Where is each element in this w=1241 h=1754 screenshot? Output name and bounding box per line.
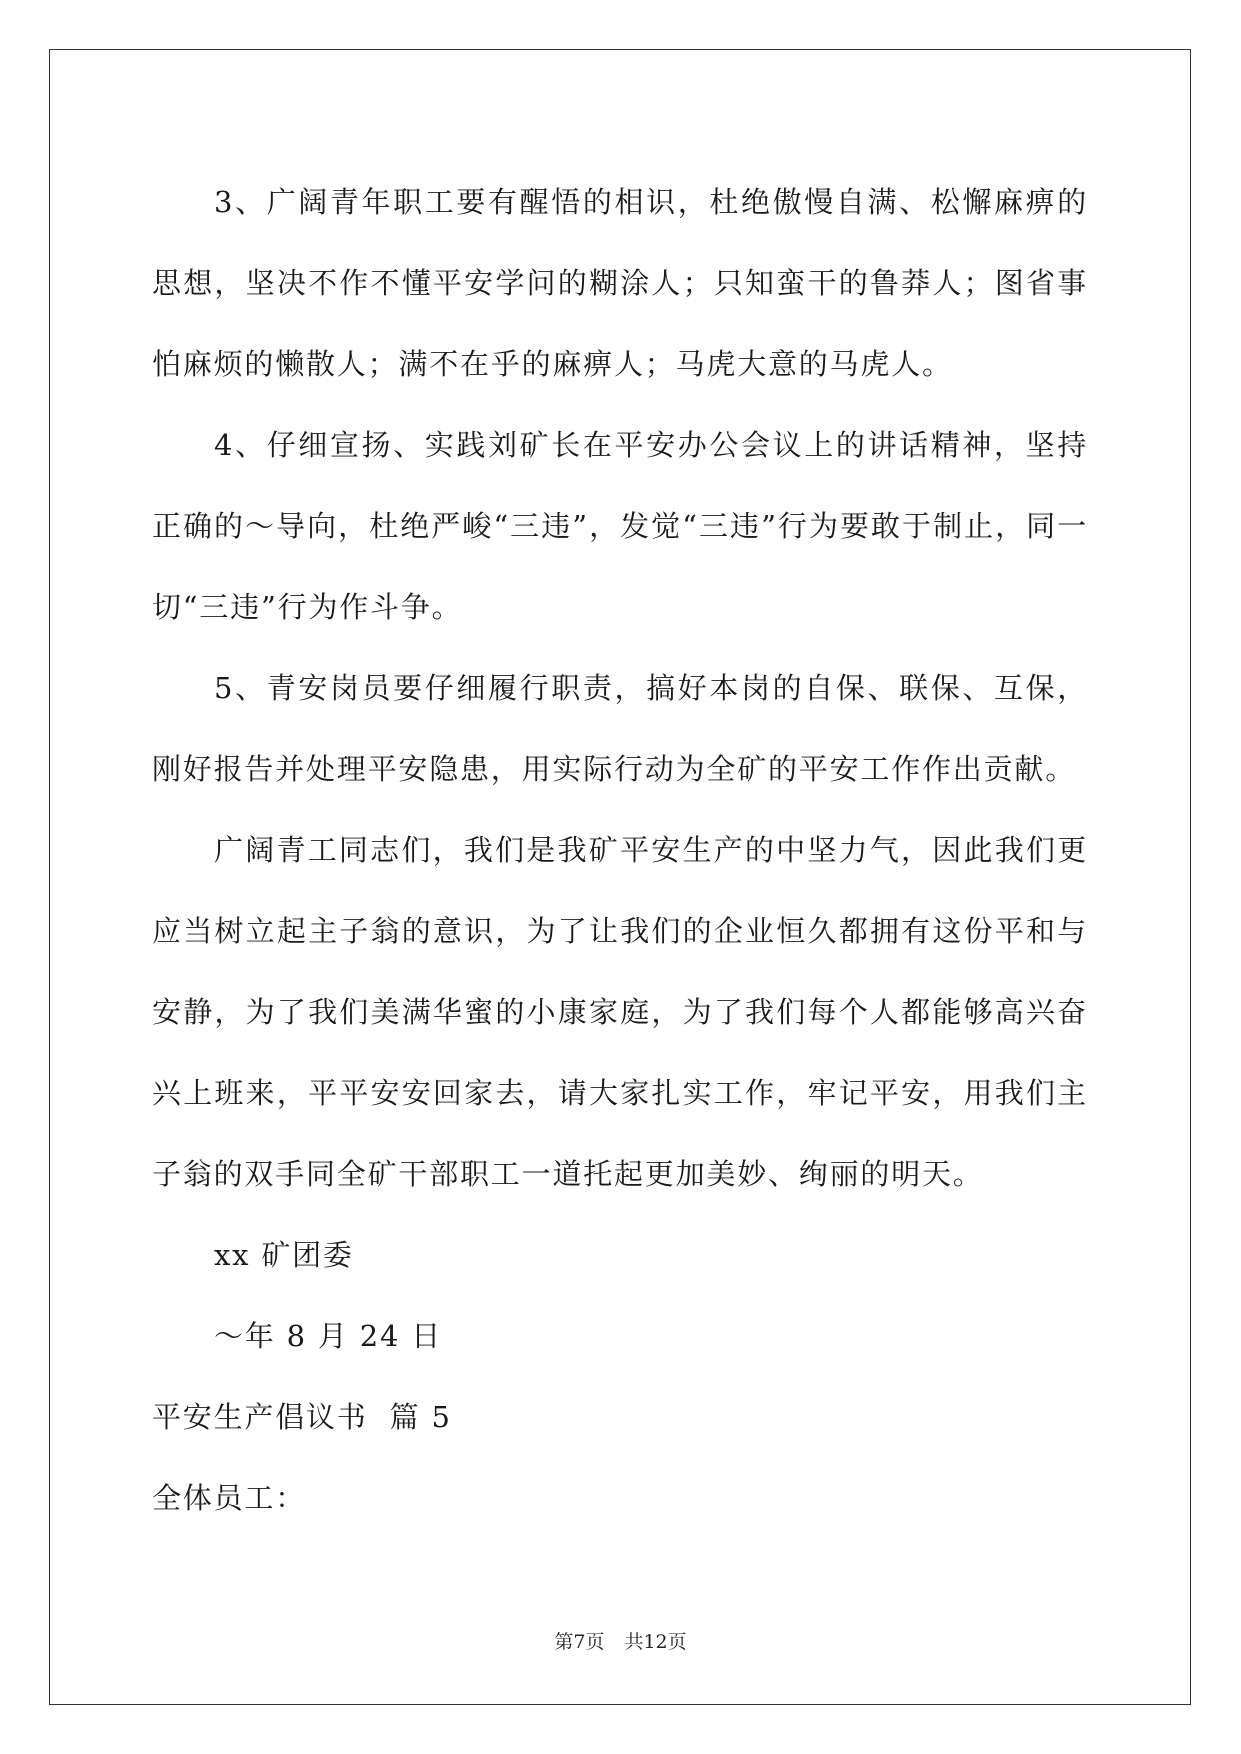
signature-date: ～年 8 月 24 日: [214, 1319, 443, 1353]
document-body: [152, 162, 1088, 1539]
paragraph-item-4: 4、仔细宣扬、实践刘矿长在平安办公会议上的讲话精神，坚持正确的～导向，杜绝严峻“三违”，发觉“三违”行为要敢于制止，同一切“三违”行为作斗争。: [152, 428, 1088, 624]
page-footer: [0, 1627, 1241, 1654]
salutation: 全体员工：: [152, 1481, 307, 1515]
page-number: 第7页: [554, 1631, 605, 1653]
page-total: 共12页: [624, 1631, 687, 1653]
paragraph-item-5: 5、青安岗员要仔细履行职责，搞好本岗的自保、联保、互保，刚好报告并处理平安隐患，用实际行动为全矿的平安工作作出贡献。: [152, 671, 1088, 786]
paragraph-appeal: 广阔青工同志们，我们是我矿平安生产的中坚力气，因此我们更应当树立起主子翁的意识，为了让我们的企业恒久都拥有这份平和与安静，为了我们美满华蜜的小康家庭，为了我们每个人都能够高兴奋兴上班来，平平安安回家去，请大家扎实工作，牢记平安，用我们主子翁的双手同全矿干部职工一道托起更加美妙、绚丽的明天。: [152, 833, 1088, 1191]
paragraph-item-3: 3、广阔青年职工要有醒悟的相识，杜绝傲慢自满、松懈麻痹的思想，坚决不作不懂平安学问的糊涂人；只知蛮干的鲁莽人；图省事怕麻烦的懒散人；满不在乎的麻痹人；马虎大意的马虎人。: [152, 185, 1088, 381]
section-title: 平安生产倡议书 篇 5: [152, 1400, 452, 1434]
signature-org: xx 矿团委: [214, 1238, 354, 1272]
